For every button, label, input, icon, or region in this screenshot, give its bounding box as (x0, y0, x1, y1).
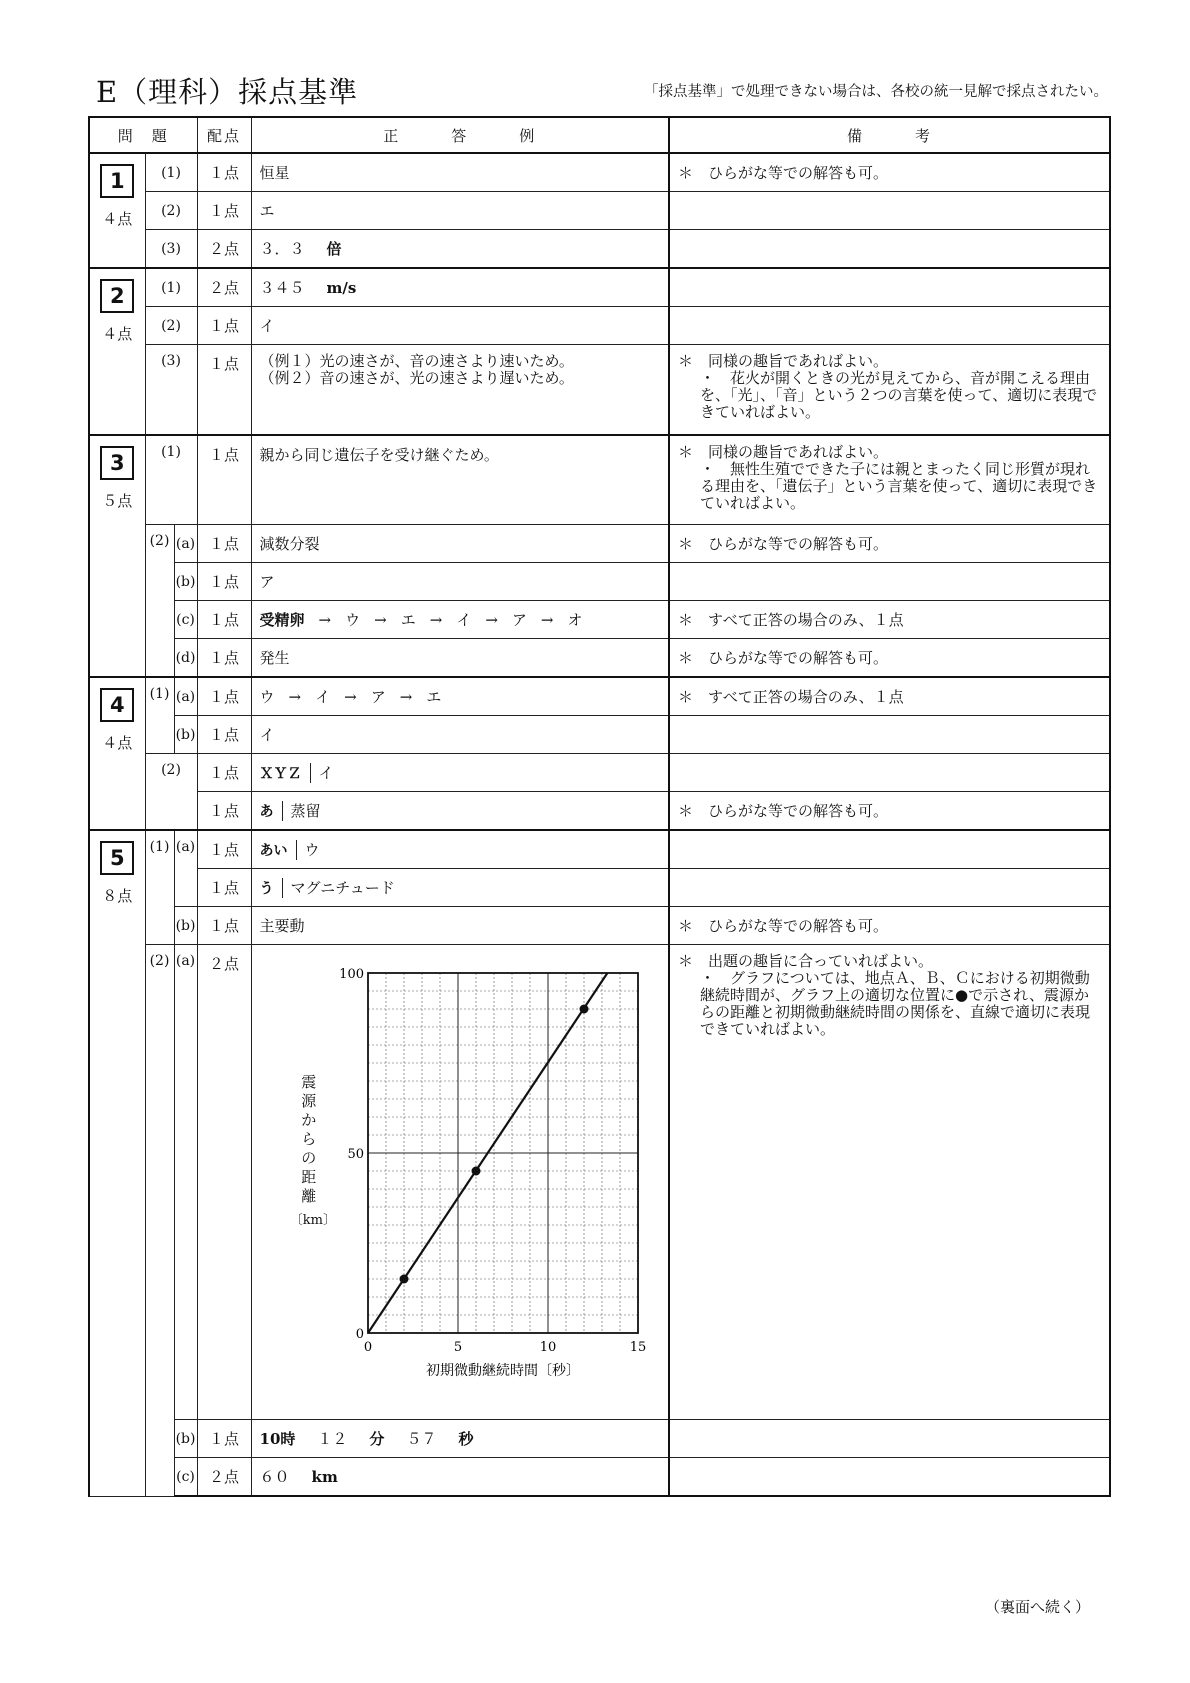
sub-label: (a) (174, 830, 197, 907)
answer-cell: 減数分裂 (251, 525, 669, 563)
seq-arrow: → (288, 688, 302, 706)
section-total: ８点 (102, 887, 133, 905)
seq-item: ウ (345, 611, 361, 629)
answer-value: マグニチュード (290, 879, 395, 897)
x-axis-label: 初期微動継続時間〔秒〕 (425, 1363, 580, 1379)
section-total: ４点 (102, 210, 133, 228)
answer-unit: 倍 (326, 240, 342, 258)
grading-table (88, 116, 1111, 1497)
section-total: ４点 (102, 734, 133, 752)
answer-unit: km (311, 1468, 338, 1486)
x-tick-label: 10 (539, 1340, 557, 1355)
answer-cell: 恒星 (251, 153, 669, 192)
section-number: 5 (100, 841, 134, 875)
remark-cell: ＊ すべて正答の場合のみ、１点 (669, 677, 1110, 716)
points-cell: １点 (197, 869, 251, 907)
section-number: 2 (100, 279, 134, 313)
sub-label: (1) (145, 677, 174, 754)
seq-arrow: → (344, 688, 357, 706)
section-total: ５点 (102, 491, 133, 510)
sub-label: (1) (145, 268, 197, 307)
answer-minute-unit: 分 (369, 1430, 385, 1448)
answer-cell: エ (251, 192, 669, 230)
section-number: 3 (100, 446, 134, 480)
section-2 (89, 268, 145, 435)
sub-label: (b) (174, 563, 197, 601)
section-4 (89, 677, 145, 830)
answer-minute-value: １２ (317, 1430, 348, 1448)
remark-cell (669, 563, 1110, 601)
answer-cell: 発生 (251, 639, 669, 678)
remark-cell (669, 830, 1110, 869)
remark-cell: ＊ ひらがな等での解答も可。 (669, 153, 1110, 192)
data-point (579, 1005, 588, 1014)
sub-label: (a) (174, 945, 197, 1420)
remark-detail: ・ 花火が開くときの光が見えてから、音が開こえる理由を、「光」、「音」という２つの言葉を使って、適切に表現できていればよい。 (700, 369, 1098, 421)
seq-arrow: → (429, 611, 443, 629)
seq-item: オ (567, 611, 583, 629)
page-title: E（理科）採点基準 (96, 75, 359, 109)
answer-unit: m/s (326, 279, 357, 297)
data-point (471, 1167, 480, 1176)
answer-second-value: ５７ (406, 1430, 437, 1448)
sub-label: (2) (145, 192, 197, 230)
remark-cell (669, 192, 1110, 230)
remark-cell (669, 754, 1110, 792)
points-cell: １点 (197, 563, 251, 601)
sub-label: (2) (145, 525, 174, 678)
points-cell: １点 (197, 1420, 251, 1458)
section-1 (89, 153, 145, 268)
remark-cell: ＊ ひらがな等での解答も可。 (669, 525, 1110, 563)
answer-cell: ア (251, 563, 669, 601)
section-total: ４点 (102, 325, 133, 343)
remark-detail: ・ グラフについては、地点Ａ、Ｂ、Ｃにおける初期微動継続時間が、グラフ上の適切な位置に●で示され、震源からの距離と初期微動継続時間の関係を、直線で適切に表現できていればよい。 (700, 969, 1091, 1038)
x-tick-label: 0 (363, 1340, 372, 1355)
remark-cell: ＊ すべて正答の場合のみ、１点 (669, 601, 1110, 639)
points-cell: １点 (197, 792, 251, 831)
x-tick-label: 15 (629, 1340, 647, 1355)
points-cell: １点 (197, 525, 251, 563)
points-cell: １点 (197, 192, 251, 230)
sub-label: (a) (174, 525, 197, 563)
answer-label: あ (260, 801, 283, 821)
sub-label: (2) (145, 754, 197, 831)
sub-label: (b) (174, 907, 197, 945)
answer-value: ６０ (259, 1468, 290, 1486)
points-cell: １点 (197, 677, 251, 716)
col-question: 問 題 (89, 117, 197, 153)
remark-cell (669, 1420, 1110, 1458)
answer-head: 受精卵 (259, 611, 305, 629)
answer-cell: 主要動 (251, 907, 669, 945)
sub-label: (1) (145, 830, 174, 945)
seq-item: ア (370, 688, 386, 706)
remark-cell (669, 230, 1110, 269)
answer-chart (280, 953, 647, 1393)
points-cell: ２点 (197, 945, 251, 1420)
points-cell: １点 (197, 601, 251, 639)
seq-item: イ (456, 611, 472, 629)
remark-cell: ＊ ひらがな等での解答も可。 (669, 907, 1110, 945)
points-cell: ２点 (197, 268, 251, 307)
remark-cell (669, 869, 1110, 907)
answer-cell (251, 268, 669, 307)
answer-cell (251, 601, 669, 639)
answer-value: ３４５ (259, 279, 305, 297)
remark-cell (669, 307, 1110, 345)
answer-example-2: （例２）音の速さが、光の速さより遅いため。 (259, 369, 574, 387)
answer-value: 蒸留 (290, 802, 321, 820)
sub-label: (c) (174, 601, 197, 639)
remark-cell: ＊ ひらがな等での解答も可。 (669, 792, 1110, 831)
points-cell: １点 (197, 307, 251, 345)
points-cell: １点 (197, 435, 251, 525)
answer-cell (251, 754, 669, 792)
grading-note: 「採点基準」で処理できない場合は、各校の統一見解で採点されたい。 (644, 84, 1108, 100)
sub-label: (b) (174, 716, 197, 754)
points-cell: １点 (197, 716, 251, 754)
seq-item: ア (511, 611, 527, 629)
seq-arrow: → (485, 611, 498, 629)
answer-value: イ (318, 764, 334, 782)
col-points: 配点 (197, 117, 251, 153)
points-cell: ２点 (197, 1458, 251, 1497)
sub-label: (d) (174, 639, 197, 678)
y-axis-label: 震源からの距離 (301, 1073, 317, 1205)
answer-second-unit: 秒 (458, 1430, 474, 1448)
remark-cell (669, 1458, 1110, 1497)
answer-example-1: （例１）光の速さが、音の速さより速いため。 (259, 352, 574, 370)
points-cell: １点 (197, 153, 251, 192)
answer-label: ＸＹＺ (260, 763, 311, 783)
remark-cell (669, 716, 1110, 754)
remark-cell (669, 268, 1110, 307)
sub-label: (b) (174, 1420, 197, 1458)
sub-label: (a) (174, 677, 197, 716)
points-cell: １点 (197, 345, 251, 435)
remark-cell (669, 345, 1110, 435)
remark-head: ＊ 出題の趣旨に合っていればよい。 (678, 952, 934, 970)
seq-item: ウ (259, 688, 275, 706)
seq-arrow: → (318, 611, 332, 629)
answer-cell: イ (251, 307, 669, 345)
remark-head: ＊ 同様の趣旨であればよい。 (678, 442, 889, 461)
answer-hour: 10時 (259, 1430, 296, 1448)
seq-arrow: → (540, 611, 554, 629)
seq-item: イ (315, 688, 331, 706)
section-3 (89, 435, 145, 678)
x-tick-label: 5 (453, 1340, 462, 1355)
section-number: 1 (100, 164, 134, 198)
seq-arrow: → (399, 688, 413, 706)
points-cell: ２点 (197, 230, 251, 269)
answer-cell (251, 1458, 669, 1497)
answer-cell (251, 830, 669, 869)
sub-label: (1) (145, 435, 197, 525)
sub-label: (3) (145, 345, 197, 435)
remark-detail: ・ 無性生殖でできた子には親とまったく同じ形質が現れる理由を、「遺伝子」という言葉を使って、適切に表現できていればよい。 (700, 459, 1098, 512)
seq-arrow: → (374, 611, 387, 629)
sub-label: (1) (145, 153, 197, 192)
section-number: 4 (100, 688, 134, 722)
points-cell: １点 (197, 830, 251, 869)
answer-cell (251, 869, 669, 907)
distance-time-chart (280, 953, 647, 1393)
answer-label: あい (260, 840, 297, 860)
sub-label: (2) (145, 945, 174, 1497)
remark-head: ＊ 同様の趣旨であればよい。 (678, 352, 889, 370)
remark-cell (669, 435, 1110, 525)
seq-item: エ (400, 611, 416, 629)
points-cell: １点 (197, 907, 251, 945)
col-remarks: 備 考 (669, 117, 1110, 153)
remark-cell (669, 945, 1110, 1420)
sub-label: (2) (145, 307, 197, 345)
answer-cell (251, 345, 669, 435)
answer-cell (251, 792, 669, 831)
remark-cell: ＊ ひらがな等での解答も可。 (669, 639, 1110, 678)
answer-value: ウ (304, 841, 320, 859)
y-tick-label: 50 (347, 1147, 364, 1162)
sub-label: (3) (145, 230, 197, 269)
answer-label: う (260, 878, 283, 898)
sub-label: (c) (174, 1458, 197, 1497)
answer-chart-cell (251, 945, 669, 1420)
answer-cell (251, 1420, 669, 1458)
seq-item: エ (426, 688, 442, 706)
answer-cell: イ (251, 716, 669, 754)
y-tick-label: 100 (338, 967, 364, 982)
col-answer: 正 答 例 (251, 117, 669, 153)
continue-note: （裏面へ続く） (984, 1598, 1090, 1616)
answer-cell (251, 230, 669, 269)
y-axis-unit: 〔km〕 (289, 1213, 336, 1228)
y-tick-label: 0 (355, 1327, 364, 1342)
answer-cell (251, 677, 669, 716)
answer-cell: 親から同じ遺伝子を受け継ぐため。 (251, 435, 669, 525)
data-point (399, 1275, 408, 1284)
points-cell: １点 (197, 754, 251, 792)
section-5 (89, 830, 145, 1496)
answer-value: ３．３ (259, 240, 305, 258)
points-cell: １点 (197, 639, 251, 678)
